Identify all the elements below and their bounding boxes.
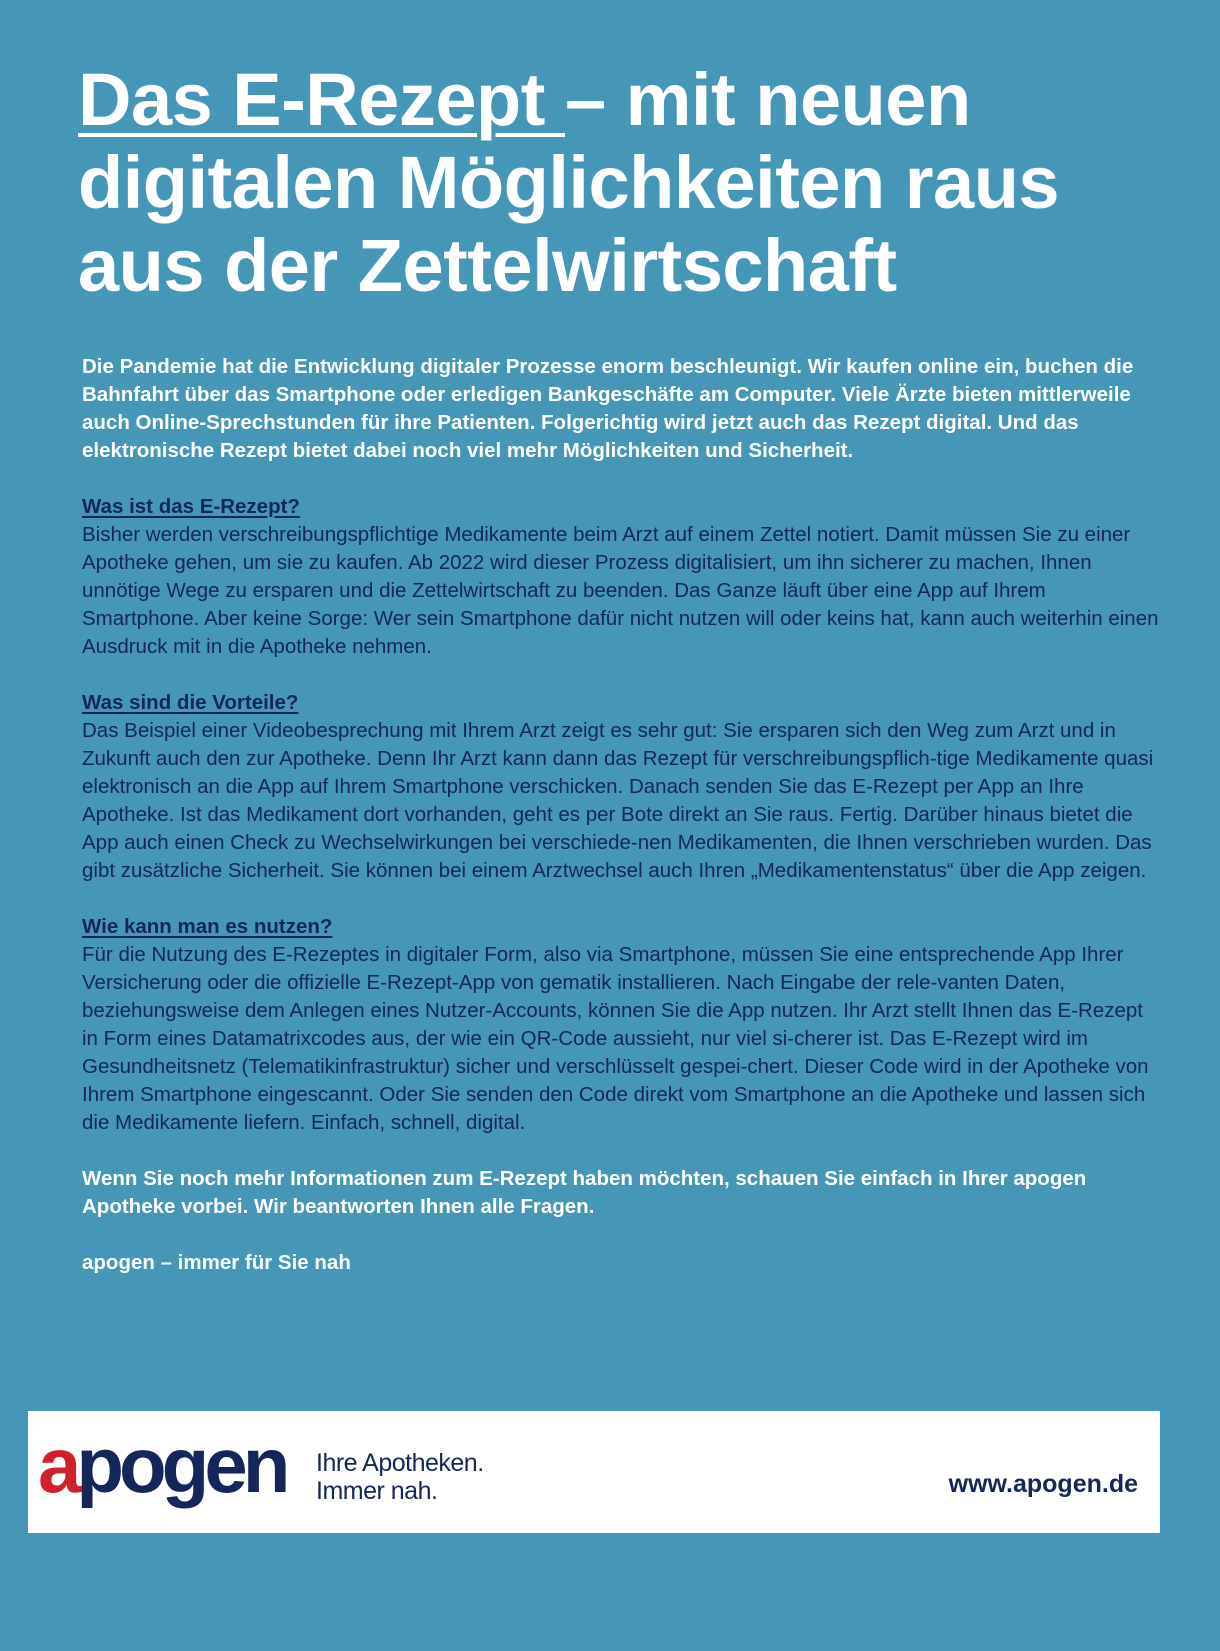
outro-paragraph: Wenn Sie noch mehr Informationen zum E-Rezept haben möchten, schauen Sie einfach in Ihrer apogen Apotheke vorbei. Wir beantworten Ihnen alle Fragen. xyxy=(82,1167,1087,1218)
section-heading: Was ist das E-Rezept? xyxy=(82,495,300,518)
signoff: apogen – immer für Sie nah xyxy=(82,1251,351,1274)
section-how-to-use xyxy=(82,913,1162,1137)
section-what-is xyxy=(82,493,1162,661)
website-link[interactable]: www.apogen.de xyxy=(948,1470,1138,1498)
apogen-logo xyxy=(38,1421,286,1509)
section-body: Das Beispiel einer Videobesprechung mit Ihrem Arzt zeigt es sehr gut: Sie ersparen sich den Weg zum Arzt und in Zukunft auch den zur Apotheke. Denn Ihr Arzt kann dann das Rezept für verschreibungspflich-tige Medikamente quasi elektronisch an die App auf Ihrem Smartphone verschicken. Danach senden Sie das E-Rezept per App an Ihre Apotheke. Ist das Medikament dort vorhanden, geht es per Bote direkt an Sie raus. Fertig. Darüber hinaus bietet die App auch einen Check zu Wechselwirkungen bei verschiede-nen Medikamenten, die Ihnen verschrieben wurden. Das gibt zusätzliche Sicherheit. Sie können bei einem Arztwechsel auch Ihren „Medikamentenstatus“ über die App zeigen. xyxy=(82,719,1154,882)
article-body xyxy=(82,353,1162,1277)
section-body: Für die Nutzung des E-Rezeptes in digitaler Form, also via Smartphone, müssen Sie eine entsprechende App Ihrer Versicherung oder die offizielle E-Rezept-App von gematik installieren. Nach Eingabe der rele-vanten Daten, beziehungsweise dem Anlegen eines Nutzer-Accounts, können Sie die App nutzen. Ihr Arzt stellt Ihnen das E-Rezept in Form eines Datamatrixcodes aus, der wie ein QR-Code aussieht, nur viel si-cherer ist. Das E-Rezept wird im Gesundheitsnetz (Telematikinfrastruktur) sicher und verschlüsselt gespei-chert. Dieser Code wird in der Apotheke von Ihrem Smartphone eingescannt. Oder Sie senden den Code direkt vom Smartphone an die Apotheke und lassen sich die Medikamente liefern. Einfach, schnell, digital. xyxy=(82,943,1149,1134)
logo-wordmark: pogen xyxy=(76,1421,286,1509)
section-heading: Was sind die Vorteile? xyxy=(82,691,299,714)
logo-letter-a: a xyxy=(38,1421,77,1509)
section-benefits xyxy=(82,689,1162,885)
page-title xyxy=(78,58,1178,307)
section-heading: Wie kann man es nutzen? xyxy=(82,915,333,938)
headline-rest: – mit neuen digitalen Möglichkeiten raus aus der Zettelwirtschaft xyxy=(78,58,1060,307)
headline-link[interactable]: Das E-Rezept xyxy=(78,58,565,141)
intro-paragraph: Die Pandemie hat die Entwicklung digitaler Prozesse enorm beschleunigt. Wir kaufen online ein, buchen die Bahnfahrt über das Smartphone oder erledigen Bankgeschäfte am Computer. Viele Ärzte bieten mittlerweile auch Online-Sprechstunden für ihre Patienten. Folgerichtig wird jetzt auch das Rezept digital. Und das elektronische Rezept bietet dabei noch viel mehr Möglichkeiten und Sicherheit. xyxy=(82,355,1134,462)
tagline xyxy=(316,1449,484,1505)
section-body: Bisher werden verschreibungspflichtige Medikamente beim Arzt auf einem Zettel notiert. Damit müssen Sie zu einer Apotheke gehen, um sie zu kaufen. Ab 2022 wird dieser Prozess digitalisiert, um ihn sicherer zu machen, Ihnen unnötige Wege zu ersparen und die Zettelwirtschaft zu beenden. Das Ganze läuft über eine App auf Ihrem Smartphone. Aber keine Sorge: Wer sein Smartphone dafür nicht nutzen will oder keins hat, kann auch weiterhin einen Ausdruck mit in die Apotheke nehmen. xyxy=(82,523,1159,658)
tagline-line-1: Ihre Apotheken. xyxy=(316,1449,484,1477)
footer-banner xyxy=(28,1411,1160,1533)
tagline-line-2: Immer nah. xyxy=(316,1477,438,1505)
